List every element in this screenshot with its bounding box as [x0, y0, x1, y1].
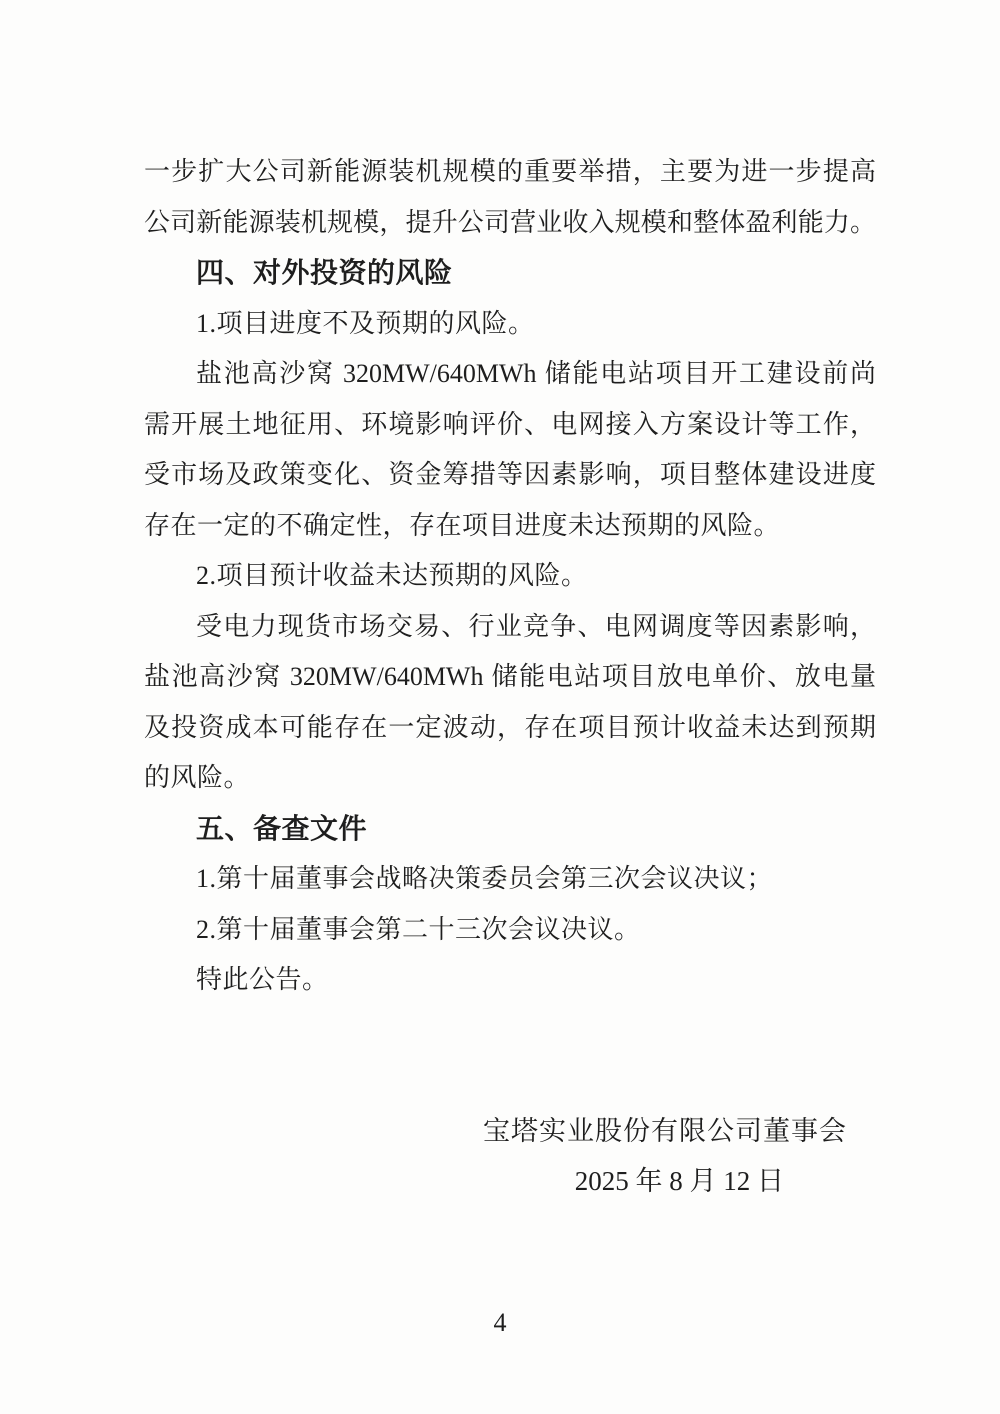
- risk-2-paragraph-line: 及投资成本可能存在一定波动，存在项目预计收益未达到预期: [144, 712, 876, 742]
- risk-1-paragraph-line: 存在一定的不确定性，存在项目进度未达预期的风险。: [144, 510, 781, 540]
- section-5-heading: 五、备查文件: [196, 812, 368, 844]
- signature-date: 2025 年 8 月 12 日: [574, 1166, 784, 1196]
- reference-document-item: 2.第十届董事会第二十三次会议决议。: [196, 914, 641, 944]
- page-number: 4: [493, 1308, 507, 1337]
- reference-document-item: 1.第十届董事会战略决策委员会第三次会议决议；: [196, 864, 774, 893]
- signature-company: 宝塔实业股份有限公司董事会: [483, 1115, 847, 1146]
- section-4-heading: 四、对外投资的风险: [196, 257, 453, 288]
- risk-2-paragraph-line: 受电力现货市场交易、行业竞争、电网调度等因素影响，: [196, 611, 876, 641]
- closing-statement: 特此公告。: [196, 965, 329, 994]
- risk-2-paragraph-line: 的风险。: [144, 763, 251, 792]
- paragraph-continuation-line: 一步扩大公司新能源装机规模的重要举措，主要为进一步提高: [144, 157, 876, 186]
- signature-block: [144, 1106, 876, 1207]
- risk-2-title: 2.项目预计收益未达预期的风险。: [196, 561, 588, 590]
- risk-1-paragraph-line: 受市场及政策变化、资金筹措等因素影响，项目整体建设进度: [144, 460, 876, 489]
- risk-2-paragraph-line: 盐池高沙窝 320MW/640MWh 储能电站项目放电单价、放电量: [144, 662, 876, 691]
- risk-1-title: 1.项目进度不及预期的风险。: [196, 308, 535, 338]
- document-body: [144, 147, 876, 1207]
- paragraph-continuation-line: 公司新能源装机规模，提升公司营业收入规模和整体盈利能力。: [144, 207, 876, 237]
- risk-1-paragraph-line: 需开展土地征用、环境影响评价、电网接入方案设计等工作，: [144, 409, 876, 439]
- risk-1-paragraph-line: 盐池高沙窝 320MW/640MWh 储能电站项目开工建设前尚: [196, 359, 876, 388]
